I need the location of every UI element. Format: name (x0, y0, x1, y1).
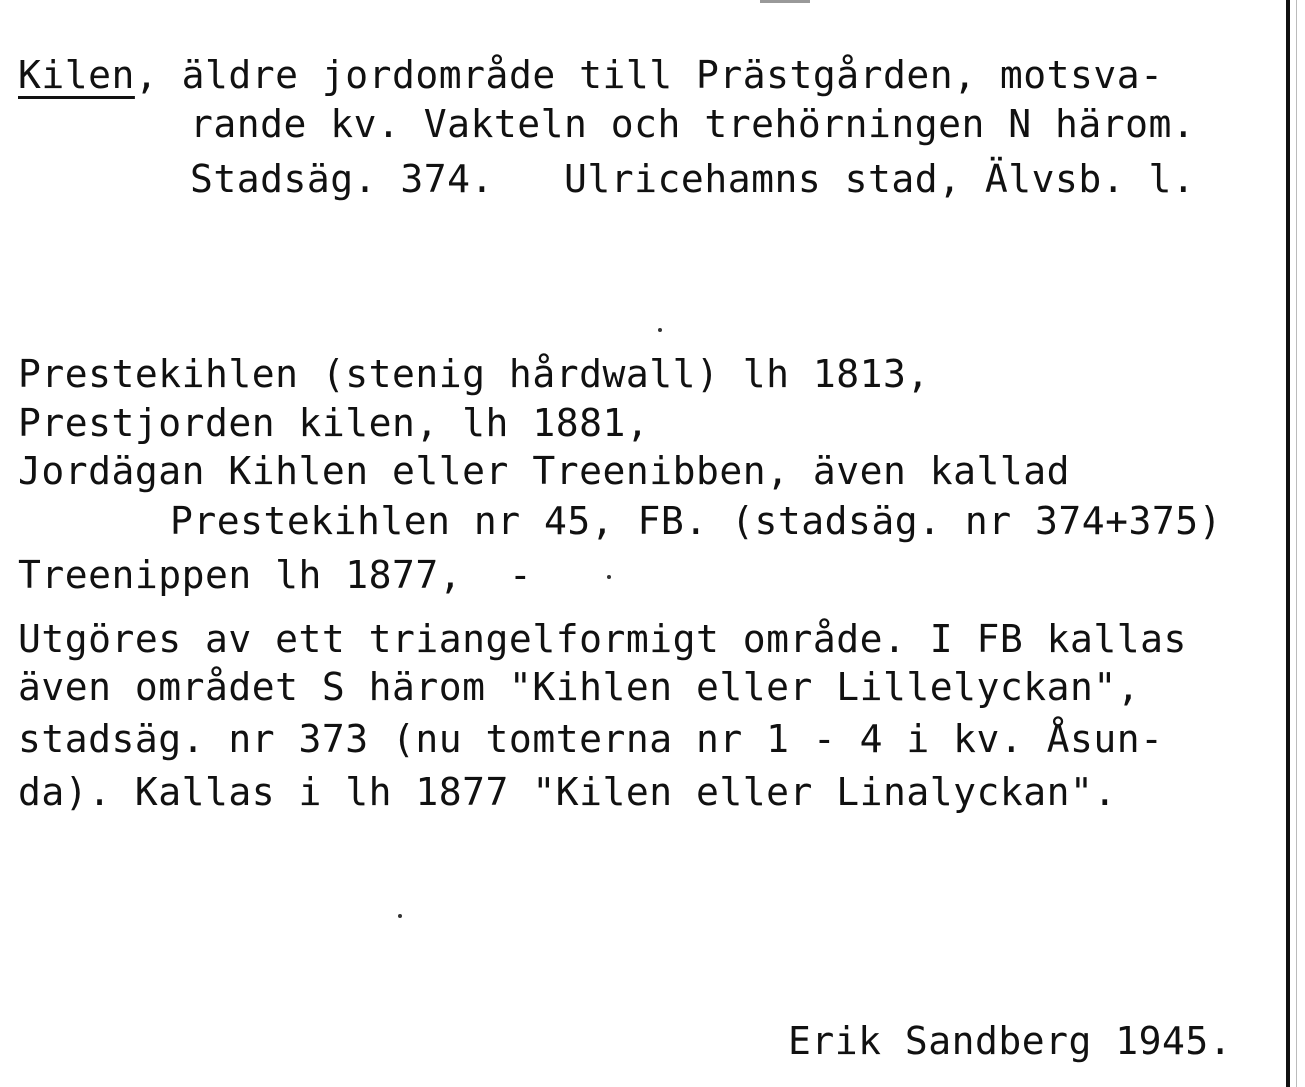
card-edge (1286, 0, 1290, 1087)
scan-speck (398, 914, 402, 918)
scan-speck (658, 328, 662, 332)
entry-line-1-rest: , äldre jordområde till Prästgården, motsva- (134, 53, 1164, 97)
form-line-3: Jordägan Kihlen eller Treenibben, även kallad (18, 449, 1071, 493)
description-line-4: da). Kallas i lh 1877 "Kilen eller Linalyckan". (18, 770, 1117, 814)
form-line-2: Prestjorden kilen, lh 1881, (18, 401, 650, 445)
description-line-1: Utgöres av ett triangelformigt område. I FB kallas (18, 617, 1187, 661)
form-line-5: Treenippen lh 1877, - (18, 553, 533, 597)
signature: Erik Sandberg 1945. (788, 1019, 1233, 1063)
scan-speck (607, 575, 611, 579)
description-line-2: även området S härom "Kihlen eller Lillelyckan", (18, 665, 1141, 709)
description-line-3: stadsäg. nr 373 (nu tomterna nr 1 - 4 i kv. Åsun- (18, 717, 1164, 761)
entry-line-3: Stadsäg. 374. Ulricehamns stad, Älvsb. l. (190, 157, 1196, 201)
form-line-4: Prestekihlen nr 45, FB. (stadsäg. nr 374+375) (170, 499, 1223, 543)
form-line-1: Prestekihlen (stenig hårdwall) lh 1813, (18, 352, 930, 396)
entry-line-1 (18, 53, 1164, 97)
entry-line-2: rande kv. Vakteln och trehörningen N härom. (190, 102, 1196, 146)
scan-mark (760, 0, 810, 3)
headword: Kilen (18, 53, 135, 97)
card-edge-shadow (1296, 0, 1297, 1087)
